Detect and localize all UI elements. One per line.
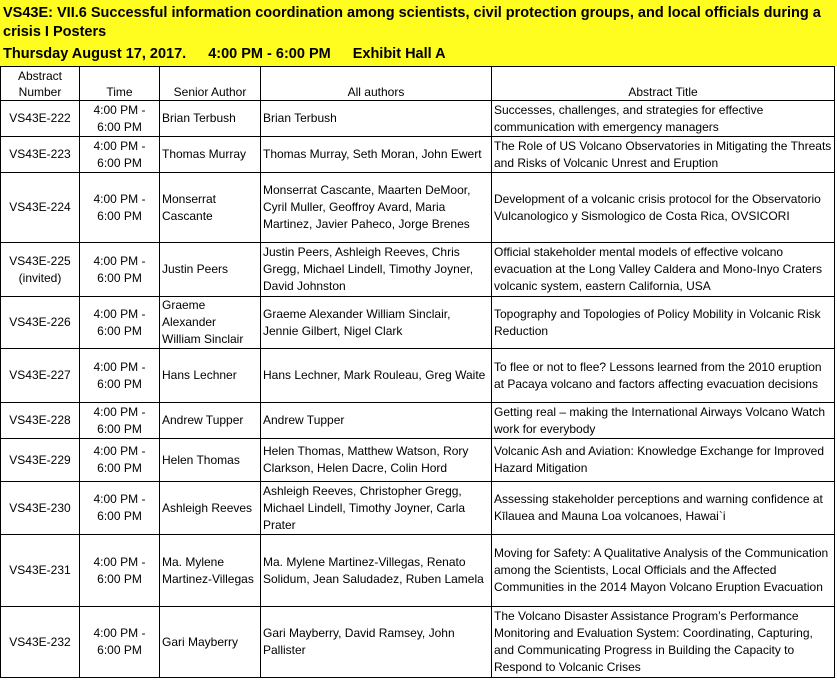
column-header-title: Abstract Title [492,67,835,101]
abstract-title: Development of a volcanic crisis protocol for the Observatorio Vulcanologico y Sismologico de Costa Rica, OVSICORI [492,173,835,243]
senior-author: Ma. Mylene Martinez-Villegas [160,535,261,607]
all-authors: Helen Thomas, Matthew Watson, Rory Clarkson, Helen Dacre, Colin Hord [261,439,492,482]
time-cell: 4:00 PM - 6:00 PM [80,439,160,482]
abstract-number: VS43E-229 [1,439,80,482]
time-cell: 4:00 PM - 6:00 PM [80,607,160,678]
table-row [1,101,835,137]
senior-author: Brian Terbush [160,101,261,137]
all-authors: Monserrat Cascante, Maarten DeMoor, Cyril Muller, Geoffroy Avard, Maria Martinez, Javier Paheco, Jorge Brenes [261,173,492,243]
abstract-title: Topography and Topologies of Policy Mobility in Volcanic Risk Reduction [492,297,835,349]
abstract-number: VS43E-224 [1,173,80,243]
column-header-senior-author: Senior Author [160,67,261,101]
time-cell: 4:00 PM - 6:00 PM [80,173,160,243]
session-location: Exhibit Hall A [352,46,446,62]
abstract-number: VS43E-230 [1,482,80,535]
table-row [1,349,835,403]
session-date: Thursday August 17, 2017. [3,46,187,62]
table-row [1,482,835,535]
abstract-number: VS43E-232 [1,607,80,678]
all-authors: Ma. Mylene Martinez-Villegas, Renato Solidum, Jean Saludadez, Ruben Lamela [261,535,492,607]
column-header-number: Abstract Number [1,67,80,101]
senior-author: Gari Mayberry [160,607,261,678]
senior-author: Thomas Murray [160,137,261,173]
all-authors: Brian Terbush [261,101,492,137]
senior-author: Monserrat Cascante [160,173,261,243]
senior-author: Helen Thomas [160,439,261,482]
table-row [1,243,835,297]
abstract-number: VS43E-226 [1,297,80,349]
session-header [0,0,837,66]
abstract-title: Getting real – making the International Airways Volcano Watch work for everybody [492,403,835,439]
column-header-time: Time [80,67,160,101]
time-cell: 4:00 PM - 6:00 PM [80,297,160,349]
abstract-title: Official stakeholder mental models of effective volcano evacuation at the Long Valley Caldera and Mono-Inyo Craters volcanic system, eastern California, USA [492,243,835,297]
time-cell: 4:00 PM - 6:00 PM [80,243,160,297]
senior-author: Justin Peers [160,243,261,297]
abstract-number: VS43E-223 [1,137,80,173]
abstract-title: Volcanic Ash and Aviation: Knowledge Exchange for Improved Hazard Mitigation [492,439,835,482]
table-row [1,535,835,607]
time-cell: 4:00 PM - 6:00 PM [80,137,160,173]
table-row [1,607,835,678]
table-row [1,403,835,439]
all-authors: Andrew Tupper [261,403,492,439]
session-datetime-line [3,45,446,63]
abstract-number: VS43E-222 [1,101,80,137]
time-cell: 4:00 PM - 6:00 PM [80,101,160,137]
senior-author: Andrew Tupper [160,403,261,439]
all-authors: Justin Peers, Ashleigh Reeves, Chris Gregg, Michael Lindell, Timothy Joyner, David Johnston [261,243,492,297]
all-authors: Hans Lechner, Mark Rouleau, Greg Waite [261,349,492,403]
all-authors: Ashleigh Reeves, Christopher Gregg, Michael Lindell, Timothy Joyner, Carla Prater [261,482,492,535]
table-row [1,173,835,243]
session-title-line-1: VS43E: VII.6 Successful information coordination among scientists, civil protection groups, and local officials during a [3,5,821,21]
table-body [1,101,835,678]
abstract-number: VS43E-225 (invited) [1,243,80,297]
abstract-title: Successes, challenges, and strategies for effective communication with emergency managers [492,101,835,137]
column-header-all-authors: All authors [261,67,492,101]
senior-author: Graeme Alexander William Sinclair [160,297,261,349]
abstract-number: VS43E-227 [1,349,80,403]
abstract-number: VS43E-231 [1,535,80,607]
time-cell: 4:00 PM - 6:00 PM [80,403,160,439]
senior-author: Ashleigh Reeves [160,482,261,535]
abstract-table [0,66,835,678]
all-authors: Graeme Alexander William Sinclair, Jennie Gilbert, Nigel Clark [261,297,492,349]
time-cell: 4:00 PM - 6:00 PM [80,535,160,607]
table-row [1,297,835,349]
abstract-title: The Volcano Disaster Assistance Program’s Performance Monitoring and Evaluation System: Coordinating, Capturing, and Communicating Progress in Building the Capacity to Respond to Volcanic Crises [492,607,835,678]
table-header-row [1,67,835,101]
all-authors: Gari Mayberry, David Ramsey, John Pallister [261,607,492,678]
senior-author: Hans Lechner [160,349,261,403]
abstract-title: Moving for Safety: A Qualitative Analysis of the Communication among the Scientists, Local Officials and the Affected Communities in the 2014 Mayon Volcano Eruption Evacuation [492,535,835,607]
table-row [1,439,835,482]
time-cell: 4:00 PM - 6:00 PM [80,482,160,535]
abstract-number: VS43E-228 [1,403,80,439]
all-authors: Thomas Murray, Seth Moran, John Ewert [261,137,492,173]
session-title-line-2: crisis I Posters [3,24,107,40]
table-row [1,137,835,173]
abstract-title: The Role of US Volcano Observatories in Mitigating the Threats and Risks of Volcanic Unrest and Eruption [492,137,835,173]
abstract-title: Assessing stakeholder perceptions and warning confidence at Kīlauea and Mauna Loa volcanoes, Hawai`i [492,482,835,535]
session-time: 4:00 PM - 6:00 PM [208,46,331,62]
time-cell: 4:00 PM - 6:00 PM [80,349,160,403]
abstract-title: To flee or not to flee? Lessons learned from the 2010 eruption at Pacaya volcano and factors affecting evacuation decisions [492,349,835,403]
